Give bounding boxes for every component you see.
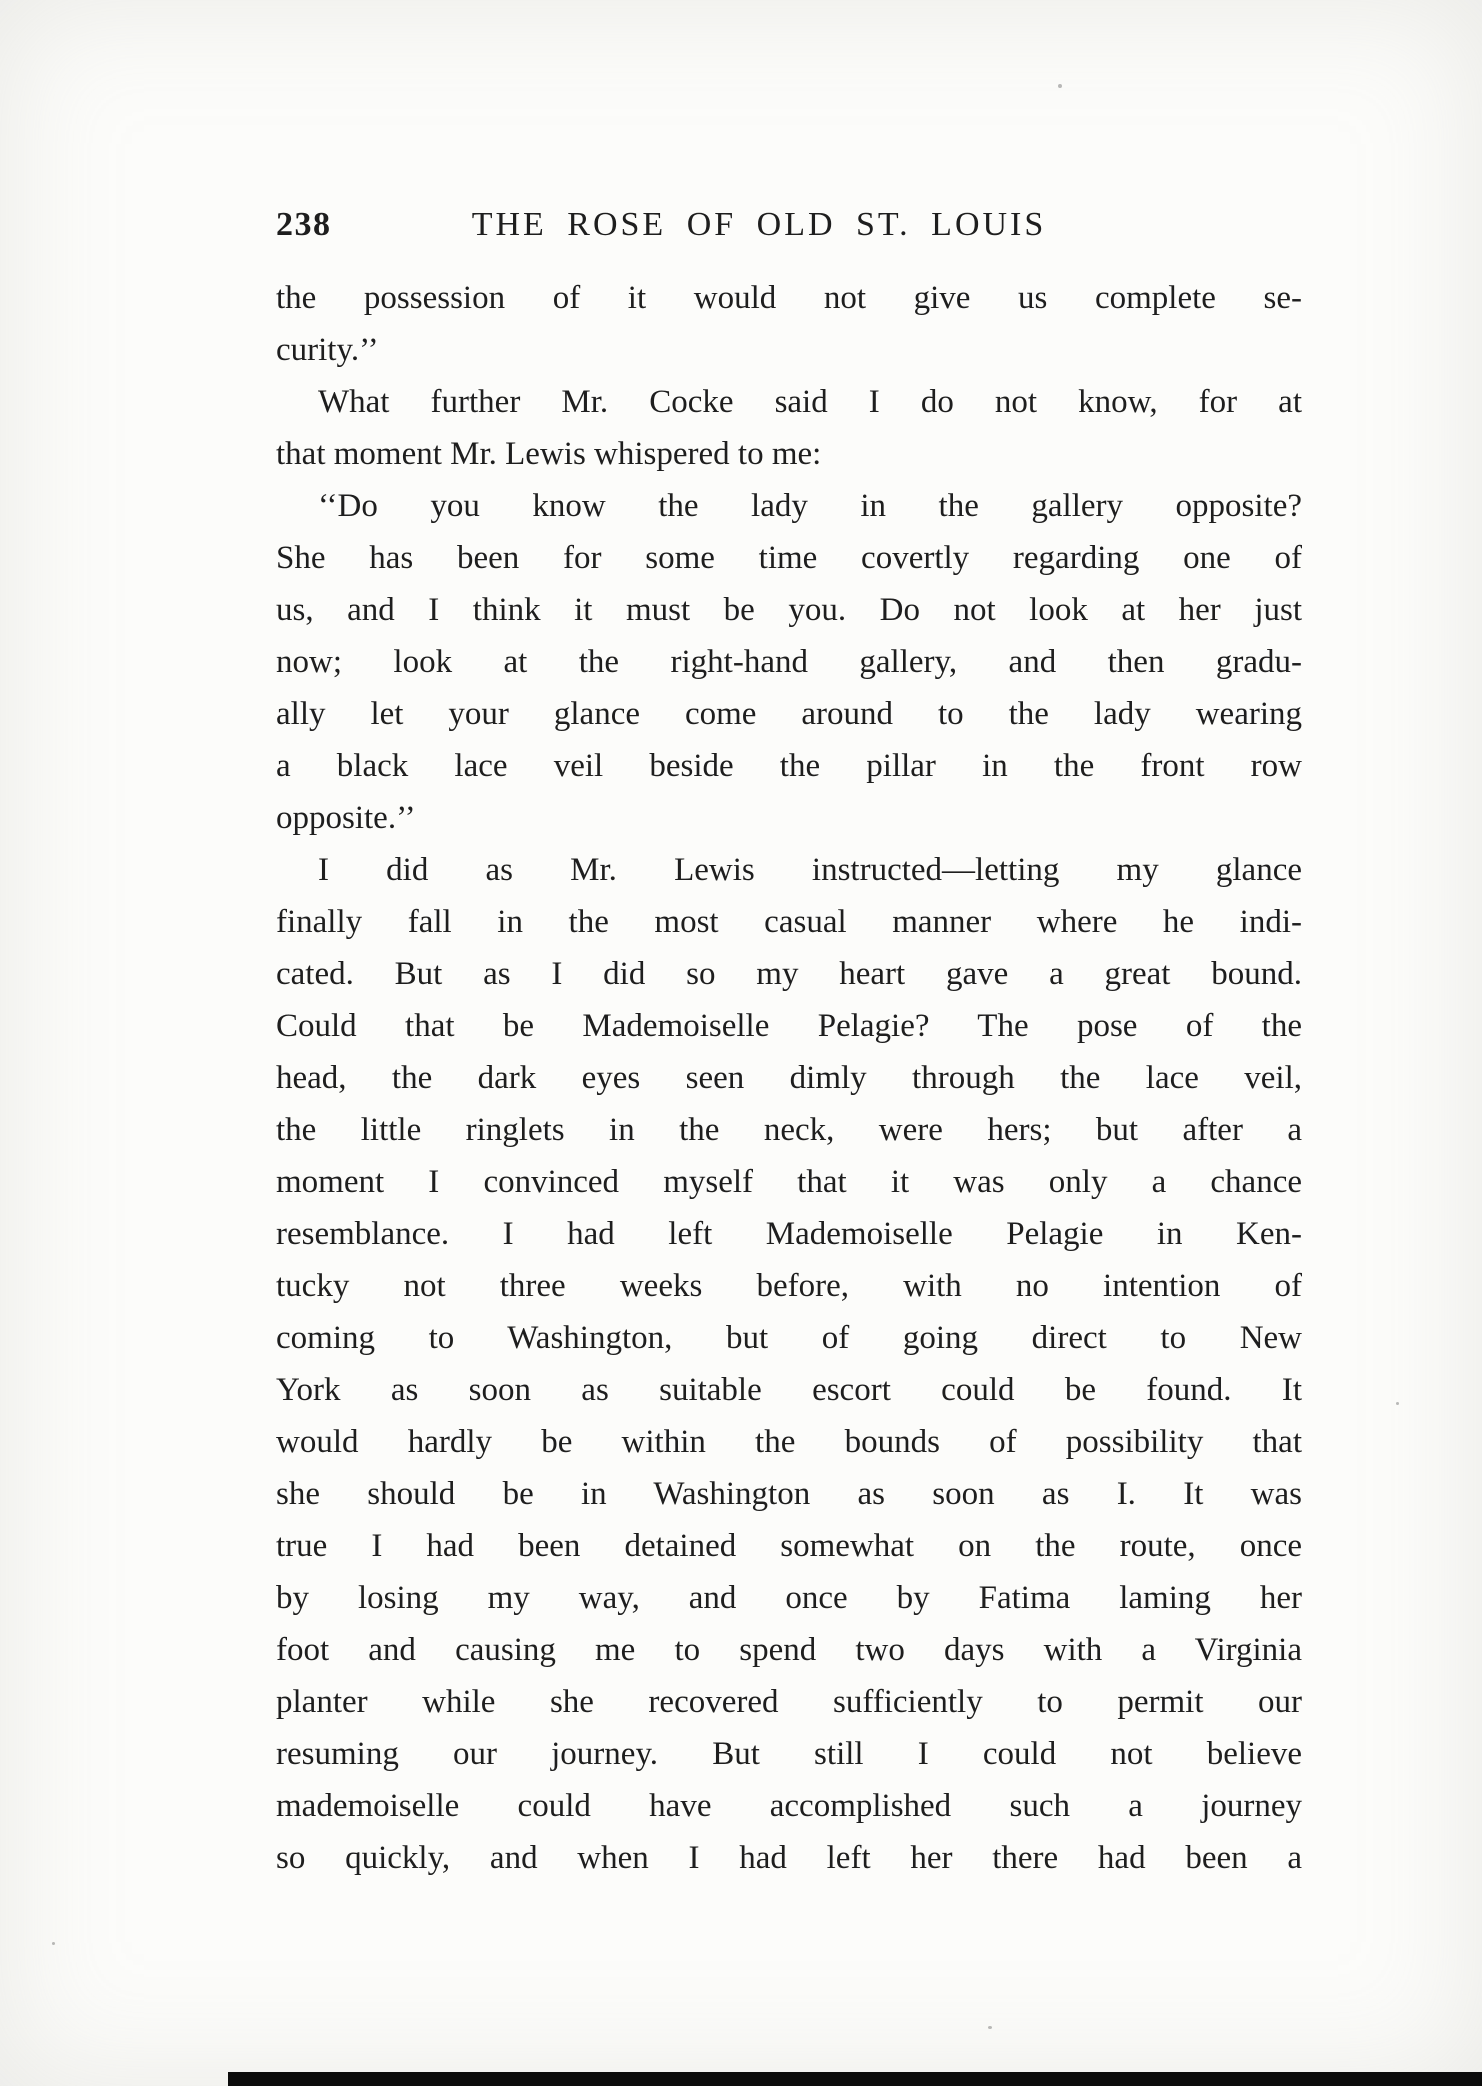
text-line: York as soon as suitable escort could be found. It	[276, 1372, 1302, 1408]
text-line: by losing my way, and once by Fatima laming her	[276, 1580, 1302, 1616]
text-line: a black lace veil beside the pillar in the front row	[276, 748, 1302, 784]
text-line: tucky not three weeks before, with no intention of	[276, 1268, 1302, 1304]
text-line: head, the dark eyes seen dimly through the lace veil,	[276, 1060, 1302, 1096]
text-line: resemblance. I had left Mademoiselle Pelagie in Ken-	[276, 1216, 1302, 1252]
text-line: the possession of it would not give us complete se-	[276, 280, 1302, 316]
text-line: coming to Washington, but of going direct to New	[276, 1320, 1302, 1356]
text-line: I did as Mr. Lewis instructed—letting my glance	[318, 852, 1302, 888]
paragraph	[276, 480, 1302, 844]
text-line: now; look at the right-hand gallery, and then gradu-	[276, 644, 1302, 680]
text-line: foot and causing me to spend two days with a Virginia	[276, 1632, 1302, 1668]
running-title: THE ROSE OF OLD ST. LOUIS	[471, 206, 1047, 243]
page-number: 238	[276, 206, 332, 243]
text-column	[276, 198, 1302, 1884]
text-line: planter while she recovered sufficiently to permit our	[276, 1684, 1302, 1720]
text-line: cated. But as I did so my heart gave a great bound.	[276, 956, 1302, 992]
scan-speck	[988, 2026, 992, 2029]
page-header	[276, 198, 1302, 252]
text-line: opposite.’’	[276, 800, 416, 836]
paragraph	[276, 272, 1302, 376]
text-line: the little ringlets in the neck, were hers; but after a	[276, 1112, 1302, 1148]
text-line: so quickly, and when I had left her there had been a	[276, 1840, 1302, 1876]
text-line: mademoiselle could have accomplished such a journey	[276, 1788, 1302, 1824]
text-line: that moment Mr. Lewis whispered to me:	[276, 436, 822, 472]
text-line: finally fall in the most casual manner where he indi-	[276, 904, 1302, 940]
text-line: Could that be Mademoiselle Pelagie? The pose of the	[276, 1008, 1302, 1044]
text-line: us, and I think it must be you. Do not look at her just	[276, 592, 1302, 628]
text-line: resuming our journey. But still I could not believe	[276, 1736, 1302, 1772]
text-line: ‘‘Do you know the lady in the gallery opposite?	[318, 488, 1302, 524]
paragraph	[276, 844, 1302, 1884]
text-line: ally let your glance come around to the lady wearing	[276, 696, 1302, 732]
scan-speck	[1396, 1402, 1399, 1405]
text-line: She has been for some time covertly regarding one of	[276, 540, 1302, 576]
text-line: What further Mr. Cocke said I do not know, for at	[318, 384, 1302, 420]
paragraph	[276, 376, 1302, 480]
scan-speck	[52, 1942, 55, 1945]
text-line: would hardly be within the bounds of possibility that	[276, 1424, 1302, 1460]
text-line: curity.’’	[276, 332, 379, 368]
page-body	[276, 272, 1302, 1884]
text-line: moment I convinced myself that it was only a chance	[276, 1164, 1302, 1200]
text-line: she should be in Washington as soon as I. It was	[276, 1476, 1302, 1512]
text-line: true I had been detained somewhat on the route, once	[276, 1528, 1302, 1564]
scan-speck	[1058, 84, 1062, 88]
scan-artifact-bar	[228, 2072, 1482, 2086]
